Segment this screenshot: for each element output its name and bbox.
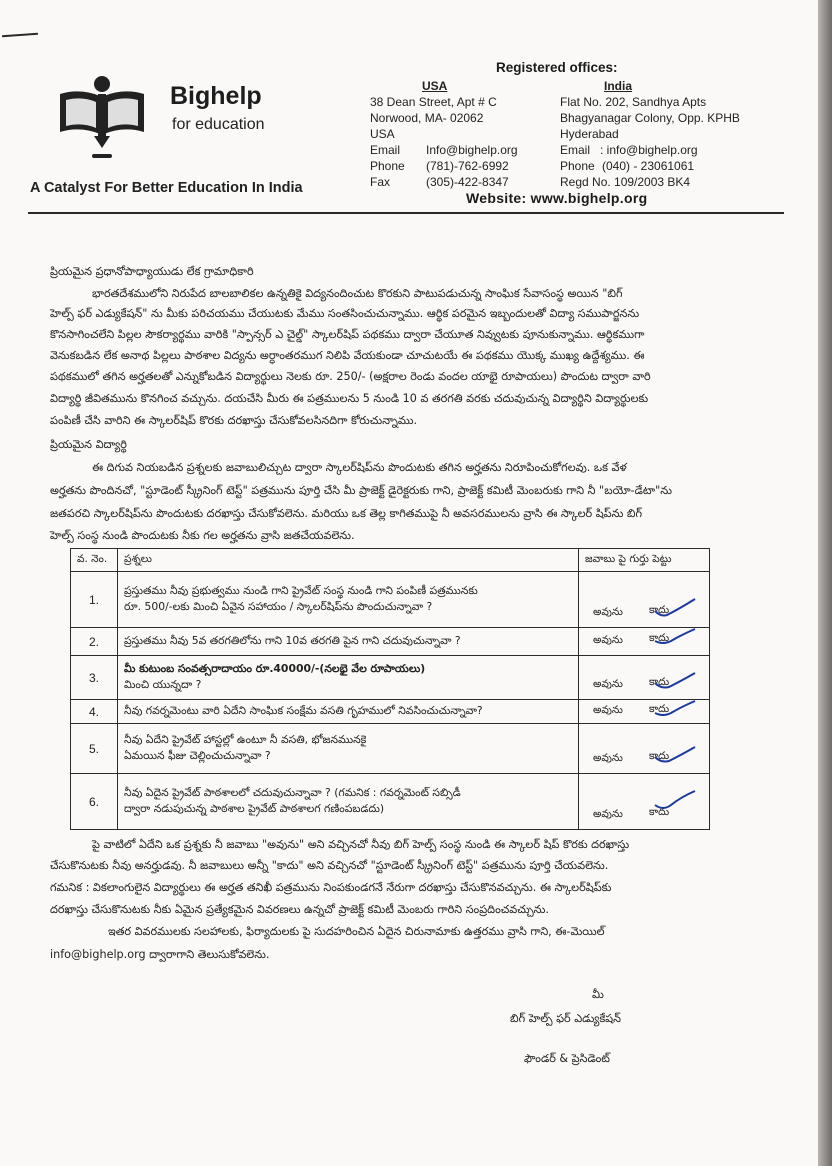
tick-mark-icon — [653, 625, 697, 647]
table-row — [71, 628, 710, 656]
no-option[interactable]: కాదు — [649, 806, 670, 818]
bighelp-book-logo — [54, 74, 150, 164]
yes-option[interactable]: అవును — [593, 808, 623, 820]
salutation-headmaster: ప్రియమైన ప్రధానోపాధ్యాయుడు లేక గ్రామాధికారి — [50, 265, 254, 278]
question-line: ద్వారా నడుపుచున్న పాఠశాల ప్రైవేట్ పాఠశాలగ గణింపబడదు) — [124, 801, 385, 815]
para4-line: info@bighelp.org ద్వారాగాని తెలుసుకోవలెను. — [50, 948, 270, 961]
usa-line-2: Norwood, MA- 02062 — [370, 111, 484, 125]
question-line: మీ కుటుంబ సంవత్సరాదాయం రూ.40000/-(నలభై వేల రూపాయలు) — [124, 661, 426, 675]
no-option[interactable]: కాదు — [649, 750, 670, 762]
para3-line: దరఖాస్తు చేసుకొనుటకు నీకు ఏమైన ప్రత్యేకమైన వివరణలు ఉన్నచో ప్రాజెక్ట్ కమిటీ మెంబరు గారిని సంప్రదించవచ్చును. — [50, 903, 549, 916]
usa-fax-row: Fax (305)-422-8347 — [370, 175, 509, 189]
signoff-title: ఫౌండర్ & ప్రెసిడెంట్ — [524, 1052, 610, 1065]
yes-option[interactable]: అవును — [593, 704, 623, 716]
para1-line: పథకములో తగిన అర్హతలతో ఎన్నుకోబడిన విద్యార్థులు నెలకు రూ. 250/- (అక్షరాల రెండు వందల యాభై రూపాయలు) పొందుట ద్వారా వారి — [50, 370, 651, 383]
usa-email[interactable]: Info@bighelp.org — [426, 143, 518, 157]
salutation-student: ప్రియమైన విద్యార్థి — [50, 438, 127, 451]
question-line: రూ. 500/-లకు మించి ఏవైన సహాయం / స్కాలర్‌షిప్‌ను పొందుచున్నావా ? — [124, 599, 433, 613]
india-address — [560, 78, 780, 190]
para2-line: ఈ దిగువ నియబడిన ప్రశ్నలకు జవాబులిచ్చుట ద్వారా స్కాలర్‌షిప్‌ను పొందుటకు తగిన అర్హతను నిరూపించుకోగలవు. ఒక వేళ — [92, 461, 627, 474]
tick-mark-icon — [653, 597, 697, 619]
question-line: ప్రస్తుతము నీవు 5వ తరగతిలోను గాని 10వ తరగతి పైన గాని చదువుచున్నావా ? — [124, 633, 461, 647]
tagline: A Catalyst For Better Education In India — [30, 180, 303, 196]
tick-mark-icon — [653, 743, 697, 765]
answer-cell[interactable] — [579, 628, 710, 656]
para2-line: జతపరచి స్కాలర్‌షిప్‌ను పొందుటకు దరఖాస్తు చేసుకోవలెను. మరియు ఒక తెల్ల కాగితముపై నీ అవసరములను వ్రాసి ఈ స్కాలర్ షిప్‌ను బిగ్ — [50, 507, 643, 520]
para1-line: వెనుకబడిన లేక అనాథ పిల్లలు పాఠశాల విద్యను అర్ధాంతరముగ నిలిపి వేయకుండా చూచుటయే ఈ పథకము యొక్క ముఖ్య ఉద్దేశ్యము. ఈ — [50, 349, 645, 362]
india-regd: Regd No. 109/2003 BK4 — [560, 175, 691, 189]
question-line: నీవు గవర్నమెంటు వారి ఏదేని సాంఘిక సంక్షేమ వసతి గృహములో నివసించుచున్నావా? — [124, 703, 483, 717]
usa-line-1: 38 Dean Street, Apt # C — [370, 95, 497, 109]
para2-line: హెల్ప్ సంస్థ నుండి పొందుటకు నీకు గల అర్హతను వ్రాసి జతచేయవలెను. — [50, 529, 355, 542]
col-question-header: ప్రశ్నలు — [118, 549, 579, 572]
table-row — [71, 724, 710, 774]
yes-option[interactable]: అవును — [593, 752, 623, 764]
para1-line: భారతదేశములోని నిరుపేద బాలబాలికల ఉన్నతికై విద్యనందించుట కొరకుని పాటుపడుచున్న సాంఘిక సేవాసంస్థ అయిన "బిగ్ — [92, 287, 623, 300]
usa-line-3: USA — [370, 127, 395, 141]
signoff-yours: మీ — [592, 988, 604, 1001]
tick-mark-icon — [653, 789, 697, 811]
para3-line: చేసుకొనుటకు నీవు అనర్హుడవు. నీ జవాబులు అన్నీ "కాదు" అని వచ్చినచో "స్టూడెంట్ స్క్రీనింగ్ టెస్ట్" పత్రమును పూర్తి చేయవలెను. — [50, 859, 609, 872]
answer-cell[interactable] — [579, 724, 710, 774]
table-row — [71, 572, 710, 628]
eligibility-table — [70, 548, 710, 830]
para1-line: కొనసాగించలేని పిల్లల సౌకర్యార్థము వారికి "స్పాన్సర్ ఎ చైల్డ్" స్కాలర్‌షిప్ పథకము ద్వారా చేయూత నివ్వుటకు పూనుకున్నాము. ఆర్థికముగా — [50, 328, 645, 341]
india-email[interactable]: : info@bighelp.org — [600, 143, 698, 157]
question-cell — [118, 572, 579, 628]
usa-phone: (781)-762-6992 — [426, 159, 509, 173]
no-option[interactable]: కాదు — [649, 703, 670, 715]
row-number: 2. — [71, 628, 118, 656]
page-edge-shadow — [818, 0, 832, 1166]
para4-line: ఇతర వివరములకు సలహాలకు, ఫిర్యాదులకు పై సుదహరించిన ఏదైన చిరునామాకు ఉత్తరము వ్రాసి గాని, ఈ-మెయిల్ — [108, 925, 605, 938]
question-cell — [118, 656, 579, 700]
table-row — [71, 700, 710, 724]
tick-mark-icon — [653, 669, 697, 691]
row-number: 1. — [71, 572, 118, 628]
no-option[interactable]: కాదు — [649, 604, 670, 616]
answer-cell[interactable] — [579, 656, 710, 700]
answer-cell[interactable] — [579, 700, 710, 724]
question-cell — [118, 774, 579, 830]
table-row — [71, 774, 710, 830]
para1-line: విద్యార్థి జీవితమును కొనగించ వచ్చును. దయచేసి మీరు ఈ పత్రములను 5 నుండి 10 వ తరగతి వరకు చదువుచున్న విద్యార్థిని విద్యార్థులకు — [50, 392, 649, 405]
usa-address — [370, 78, 550, 190]
row-number: 6. — [71, 774, 118, 830]
answer-cell[interactable] — [579, 774, 710, 830]
india-email-row: Email : info@bighelp.org — [560, 143, 698, 157]
brand-name: Bighelp — [170, 82, 262, 110]
col-no-header: వ. నెం. — [71, 549, 118, 572]
question-line: ఏమయిన ఫీజు చెల్లించుచున్నావా ? — [124, 748, 271, 762]
tick-mark-icon — [653, 697, 697, 719]
col-answer-header: జవాబు పై గుర్తు పెట్టు — [579, 549, 710, 572]
question-line: నీవు ఏదేని ప్రైవేట్ హాస్టల్లో ఉంటూ నీ వసతి, భోజనమునకై — [124, 732, 367, 746]
usa-fax: (305)-422-8347 — [426, 175, 509, 189]
india-phone: (040) - 23061061 — [602, 159, 695, 173]
brand-subtitle: for education — [172, 116, 265, 133]
india-line-1: Flat No. 202, Sandhya Apts — [560, 95, 707, 109]
usa-email-row: Email Info@bighelp.org — [370, 143, 518, 157]
row-number: 4. — [71, 700, 118, 724]
offices-title: Registered offices: — [496, 60, 618, 75]
usa-phone-row: Phone (781)-762-6992 — [370, 159, 509, 173]
para1-line: హెల్ప్ ఫర్ ఎడ్యుకేషన్" ను మీకు పరిచయము చేయుటకు మేము సంతసించుచున్నాము. ఆర్థిక పరమైన ఇబ్బందులతో విద్యా సముపార్జనను — [50, 307, 640, 320]
para1-line: పంపిణీ చేసి వారిని ఈ స్కాలర్‌షిప్ కొరకు దరఖాస్తు చేసుకోవలసినదిగా కోరుచున్నాము. — [50, 414, 418, 427]
no-option[interactable]: కాదు — [649, 676, 670, 688]
header-divider — [28, 212, 784, 214]
table-row — [71, 656, 710, 700]
india-line-2: Bhagyanagar Colony, Opp. KPHB — [560, 111, 740, 125]
usa-heading: USA — [422, 79, 448, 93]
yes-option[interactable]: అవును — [593, 678, 623, 690]
yes-option[interactable]: అవును — [593, 634, 623, 646]
row-number: 5. — [71, 724, 118, 774]
india-line-3: Hyderabad — [560, 127, 619, 141]
no-option[interactable]: కాదు — [649, 632, 670, 644]
yes-option[interactable]: అవును — [593, 606, 623, 618]
para3-line: గమనిక : వికలాంగులైన విద్యార్థులు ఈ అర్హత తనిఖీ పత్రమును నింపకుండగనే నేరుగా దరఖాస్తు చేసుకొనవచ్చును. ఈ స్కాలర్‌షిప్‌కు — [50, 881, 612, 894]
india-phone-row: Phone (040) - 23061061 — [560, 159, 695, 173]
question-cell — [118, 724, 579, 774]
india-heading: India — [604, 79, 633, 93]
answer-cell[interactable] — [579, 572, 710, 628]
question-line: నీవు ఏదైన ప్రైవేట్ పాఠశాలలో చదువుచున్నావా ? (గమనిక : గవర్నమెంట్ సబ్సిడీ — [124, 785, 461, 799]
para2-line: అర్హతను పొందినచో, "స్టూడెంట్ స్క్రీనింగ్ టెస్ట్" పత్రమును పూర్తి చేసి మీ ప్రాజెక్ట్ డైరెక్టరుకు గాని, ప్రాజెక్ట్ కమిటీ మెంబరుకు గాని నీ "బయో-డేటా"ను — [50, 484, 672, 497]
para3-line: పై వాటిలో ఏదేని ఒక ప్రశ్నకు నీ జవాబు "అవును" అని వచ్చినచో నీవు బిగ్ హెల్ప్ సంస్థ నుండి ఈ స్కాలర్ షిప్ కొరకు దరఖాస్తు — [92, 838, 630, 851]
question-cell — [118, 700, 579, 724]
question-line: ప్రస్తుతము నీవు ప్రభుత్వము నుండి గాని ప్రైవేట్ సంస్థ నుండి గాని పంపిణీ పత్రమునకు — [124, 583, 478, 597]
signoff-organization: బిగ్ హెల్ప్ ఫర్ ఎడ్యుకేషన్ — [510, 1012, 621, 1025]
question-line: మించి యున్నదా ? — [124, 677, 202, 691]
question-cell — [118, 628, 579, 656]
table-header-row — [71, 549, 710, 572]
row-number: 3. — [71, 656, 118, 700]
website-link[interactable]: Website: www.bighelp.org — [466, 190, 648, 206]
